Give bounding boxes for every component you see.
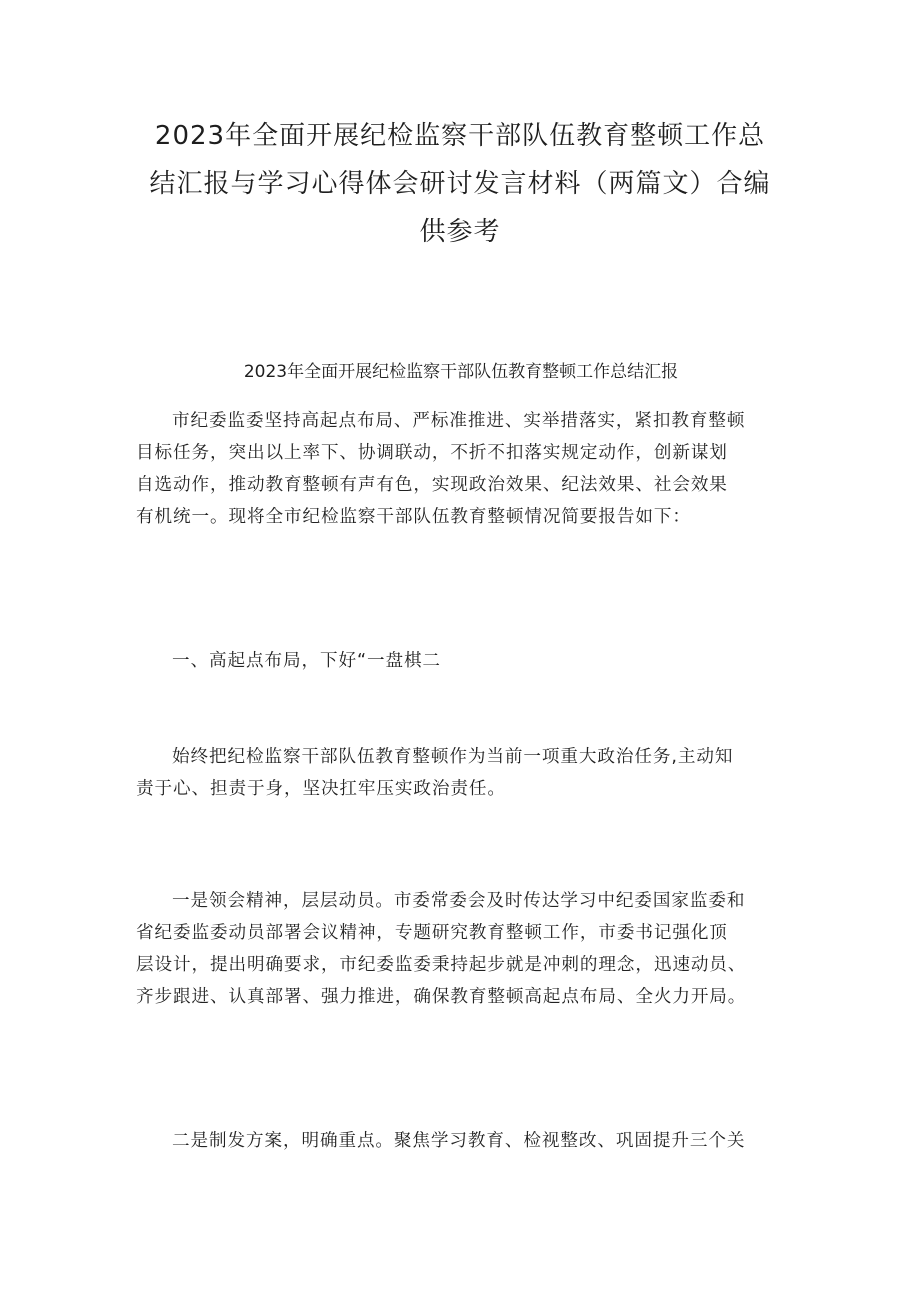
paragraph-intro [136, 405, 790, 533]
paragraph-line: 有机统一。现将全市纪检监察干部队伍教育整顿情况简要报告如下： [136, 507, 691, 527]
paragraph-line: 始终把纪检监察干部队伍教育整顿作为当前一项重大政治任务,主动知 [172, 747, 734, 767]
title-line: 结汇报与学习心得体会研讨发言材料（两篇文）合编 [149, 169, 771, 199]
paragraph-line: 市纪委监委坚持高起点布局、严标准推进、实举措落实，紧扣教育整顿 [172, 411, 746, 431]
paragraph-line: 省纪委监委动员部署会议精神，专题研究教育整顿工作，市委书记强化顶 [136, 923, 728, 943]
document-title [130, 112, 790, 256]
paragraph-line: 目标任务，突出以上率下、协调联动，不折不扣落实规定动作，创新谋划 [136, 443, 728, 463]
paragraph-line: 责于心、担责于身，坚决扛牢压实政治责任。 [136, 779, 506, 799]
paragraph-responsibility [136, 741, 790, 805]
paragraph-line: 一、高起点布局，下好“一盘棋二 [172, 651, 441, 671]
title-line: 供参考 [419, 217, 501, 247]
paragraph-plan [136, 1125, 790, 1157]
paragraph-line: 层设计，提出明确要求，市纪委监委秉持起步就是冲刺的理念，迅速动员、 [136, 955, 747, 975]
paragraph-mobilization [136, 885, 790, 1013]
paragraph-line: 自选动作，推动教育整顿有声有色，实现政治效果、纪法效果、社会效果 [136, 475, 728, 495]
heading-one [136, 645, 790, 677]
paragraph-line: 齐步跟进、认真部署、强力推进，确保教育整顿高起点布局、全火力开局。 [136, 987, 747, 1007]
section-title: 2023年全面开展纪检监察干部队伍教育整顿工作总结汇报 [243, 362, 679, 382]
paragraph-line: 一是领会精神，层层动员。市委常委会及时传达学习中纪委国家监委和 [172, 891, 746, 911]
paragraph-line: 二是制发方案，明确重点。聚焦学习教育、检视整改、巩固提升三个关 [172, 1131, 746, 1151]
title-line: 2023年全面开展纪检监察干部队伍教育整顿工作总 [154, 121, 766, 151]
